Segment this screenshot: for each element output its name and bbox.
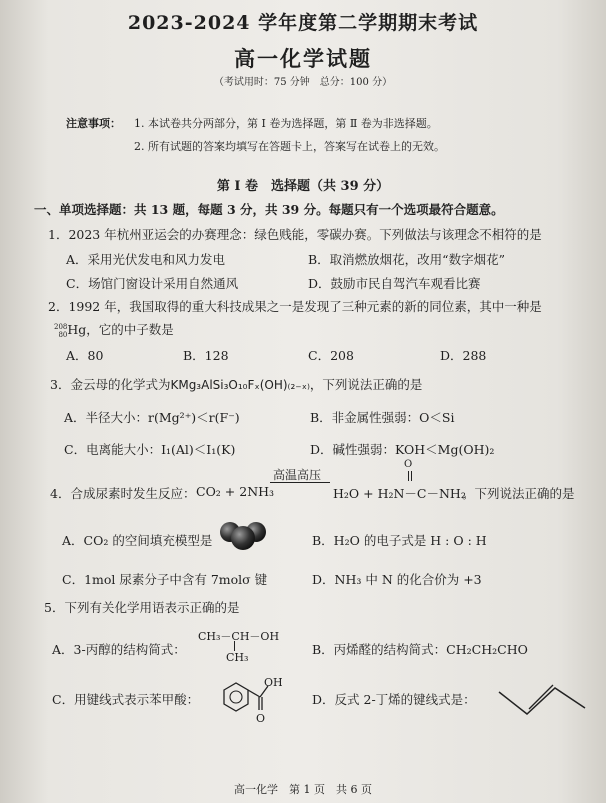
- q2-option-c: C．208: [308, 348, 354, 363]
- q3-prefix: 3．金云母的化学式为: [50, 377, 171, 392]
- co2-space-filling-model: [218, 518, 268, 554]
- notice-label: 注意事项：: [66, 117, 121, 130]
- section-instruction: 一、单项选择题：共 13 题，每题 3 分，共 39 分。每题只有一个选项最符合题意。: [34, 202, 504, 217]
- notice-item-1: 1. 本试卷共分两部分，第 Ⅰ 卷为选择题，第 Ⅱ 卷为非选择题。: [134, 117, 438, 130]
- q5-option-a: A．3-丙醇的结构简式：: [52, 642, 186, 657]
- q5-a-structure-bottom: CH₃: [226, 651, 249, 664]
- q3-option-b: B．非金属性强弱：O＜Si: [310, 410, 455, 425]
- notice-item-2: 2. 所有试题的答案均填写在答题卡上，答案写在试卷上的无效。: [134, 140, 445, 153]
- q2-symbol: Hg: [67, 322, 87, 337]
- section-title: 第 Ⅰ 卷 选择题（共 39 分）: [216, 179, 390, 194]
- q1-option-c: C．场馆门窗设计采用自然通风: [66, 276, 239, 291]
- q4-carbonyl-o: O: [404, 459, 413, 470]
- q3-option-c: C．电离能大小：I₁(Al)＜I₁(K): [64, 442, 236, 457]
- page-footer: 高一化学 第 1 页 共 6 页: [234, 783, 372, 796]
- q4-option-d: D．NH₃ 中 N 的化合价为 +3: [312, 572, 482, 587]
- q2-option-a: A．80: [66, 348, 104, 363]
- q2-option-b: B．128: [183, 348, 229, 363]
- exam-meta: （考试用时：75 分钟 总分：100 分）: [213, 77, 393, 88]
- q2-stem: 2．1992 年，我国取得的重大科技成果之一是发现了三种元素的新的同位素，其中一种是: [48, 299, 542, 314]
- q4-suffix: 。下列说法正确的是: [462, 486, 575, 501]
- q5-option-b: B．丙烯醛的结构简式：CH₂CH₂CHO: [312, 642, 528, 657]
- q1-stem: 1．2023 年杭州亚运会的办赛理念：绿色贱能，零碳办赛。下列做法与该理念不相符的是: [48, 227, 542, 242]
- q4-double-bond: [408, 471, 409, 481]
- q2-atomic-number: 80: [58, 330, 68, 339]
- exam-title: 2023-2024 学年度第二学期期末考试: [127, 12, 479, 34]
- q5-option-d: D．反式 2-丁烯的键线式是：: [312, 692, 476, 707]
- q1-option-b: B．取消燃放烟花，改用“数字烟花”: [308, 252, 505, 267]
- q1-option-d: D．鼓励市民自驾汽车观看比赛: [308, 276, 481, 291]
- q4-condition: 高温高压: [273, 468, 322, 482]
- q5-stem: 5．下列有关化学用语表示正确的是: [44, 600, 240, 615]
- trans-2-butene-skeletal-formula: [497, 682, 587, 718]
- q4-products: H₂O + H₂N－C－NH₂: [333, 486, 466, 501]
- q4-reaction-arrow: [270, 482, 330, 483]
- q4-reactants: CO₂ + 2NH₃: [196, 484, 275, 499]
- q3-option-d: D．碱性强弱：KOH＜Mg(OH)₂: [310, 442, 495, 457]
- q4-prefix: 4．合成尿素时发生反应：: [50, 486, 196, 501]
- q3-option-a: A．半径大小：r(Mg²⁺)＜r(F⁻): [64, 410, 240, 425]
- q5-option-c: C．用键线式表示苯甲酸：: [52, 692, 200, 707]
- q5-c-oh-label: OH: [264, 676, 283, 689]
- q2-isotope: [54, 320, 174, 339]
- q3-stem: [50, 375, 422, 393]
- q5-a-branch-bond: [234, 641, 235, 651]
- q4-option-b: B．H₂O 的电子式是 H : O : H: [312, 533, 487, 548]
- q2-mass-number: 208: [54, 322, 68, 331]
- q4-option-c: C．1mol 尿素分子中含有 7molσ 键: [62, 572, 268, 587]
- q5-c-o-label: O: [256, 712, 266, 725]
- q3-suffix: ，下列说法正确的是: [309, 377, 423, 392]
- q2-tail: ，它的中子数是: [86, 322, 174, 337]
- q2-option-d: D．288: [440, 348, 487, 363]
- q4-double-bond-2: [411, 471, 412, 481]
- q1-option-a: A．采用光伏发电和风力发电: [66, 252, 226, 267]
- q5-a-structure-top: CH₃－CH－OH: [198, 630, 280, 643]
- q3-formula: KMg₃AlSi₃O₁₀Fₓ(OH)₍₂₋ₓ₎: [170, 378, 310, 392]
- subject-title: 高一化学试题: [234, 46, 372, 71]
- q4-option-a: A．CO₂ 的空间填充模型是: [62, 533, 213, 548]
